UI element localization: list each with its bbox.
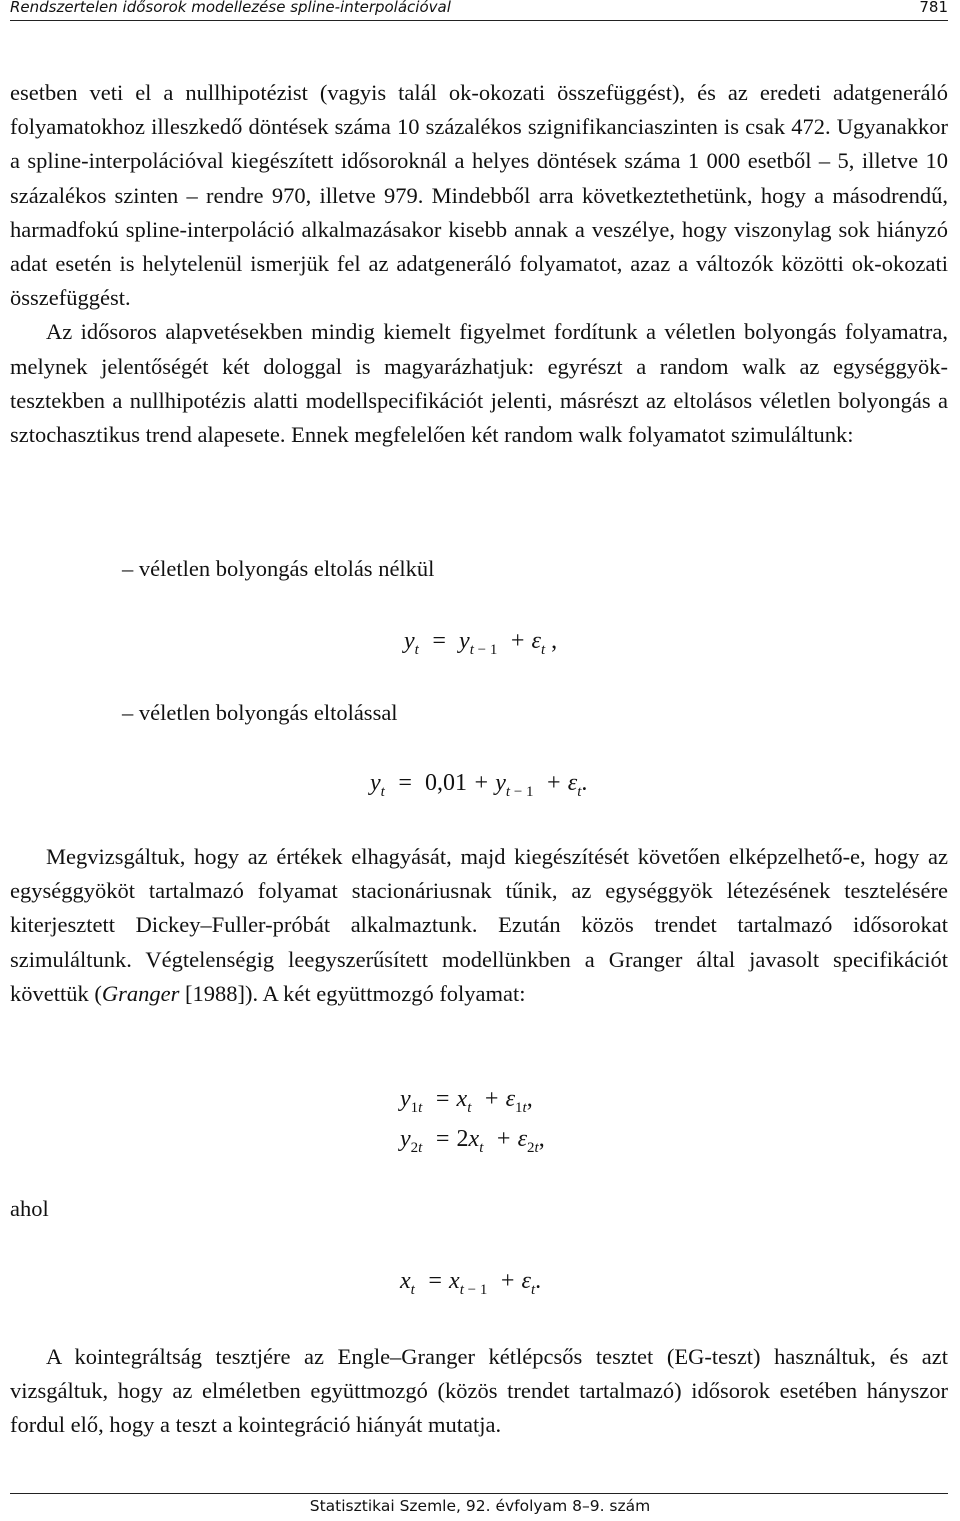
ahol-label: ahol (10, 1196, 49, 1221)
paragraph-3-text-b: [1988]). A két együttmozgó folyamat: (179, 980, 526, 1006)
paragraph-4: A kointegráltság tesztjére az Engle–Granger kétlépcsős tesztet (EG-teszt) használtuk, és azt vizsgáltuk, hogy az elméletben együttmozgó (közös trendet tartalmazó) idősorok esetében hányszor fordul elő, hogy a teszt a kointegráció hiányát mutatja. (10, 1344, 948, 1438)
equation-y2: $y_{2t} = 2x_t + \varepsilon_{2t}$, (400, 1126, 545, 1156)
list-item-random-walk: – véletlen bolyongás eltolás nélkül (122, 556, 435, 581)
paragraph-2 (10, 315, 948, 452)
equation-random-walk: $y_t = y_{t - 1} + \varepsilon_t$ , (404, 628, 558, 658)
citation-author: Granger (101, 980, 180, 1006)
eq2-punct: . (581, 770, 588, 796)
page-number: 781 (919, 0, 948, 16)
paragraph-3 (10, 840, 948, 1011)
paragraph-2-text: Az idősoros alapvetésekben mindig kiemelt figyelmet fordítunk a véletlen bolyongás folyamatra, melynek jelentőségét két dologgal is magyarázhatjuk: egyrészt a random walk az egységgyök-tesztekben a nullhipotézis alatti modellspecifikációt jelenti, másrészt az eltolásos véletlen bolyongás a sztochasztikus trend alapesete. Ennek megfelelően két random walk folyamatot szimuláltunk: (10, 319, 948, 448)
eq4-punct: , (538, 1126, 545, 1152)
eq2-constant: 0,01 (425, 770, 468, 796)
eq5-punct: . (535, 1268, 542, 1294)
eq1-punct: , (551, 628, 558, 654)
footer-rule (10, 1493, 948, 1494)
running-title: Rendszertelen idősorok modellezése spline-interpolációval (10, 0, 451, 16)
running-header (10, 0, 948, 21)
equation-random-walk-drift: $y_t = 0,01 + y_{t - 1} + \varepsilon_t$. (370, 770, 588, 800)
eq4-coefficient: 2 (456, 1126, 469, 1152)
running-footer (0, 1493, 960, 1521)
list-item-random-walk-drift: – véletlen bolyongás eltolással (122, 700, 398, 725)
eq3-punct: , (526, 1086, 533, 1112)
footer-text: Statisztikai Szemle, 92. évfolyam 8–9. szám (309, 1497, 651, 1515)
paragraph-3-text-a: Megvizsgáltuk, hogy az értékek elhagyását, majd kiegészítését követően elképzelhető-e, hogy az egységgyököt tartalmazó folyamat stacionáriusnak tűnik, az egységgyök létezésének tesztelésére kiterjesztett Dickey–Fuller-próbát alkalmaztunk. Ezután közös trendet tartalmazó idősorokat szimuláltunk. Végtelenségig leegyszerűsített modellünkben a Granger által javasolt specifikációt követtük ( (10, 844, 948, 1006)
equation-x: $x_t = x_{t - 1} + \varepsilon_t$. (400, 1268, 542, 1298)
main-text (10, 76, 948, 452)
equation-y1: $y_{1t} = x_t + \varepsilon_{1t}$, (400, 1086, 533, 1116)
paragraph-1: esetben veti el a nullhipotézist (vagyis talál ok-okozati összefüggést), és az eredeti adatgeneráló folyamatokhoz illeszkedő döntések száma 10 százalékos szignifikanciaszinten is csak 472. Ugyanakkor a spline-interpolációval kiegészített idősoroknál a helyes döntések száma 1 000 esetből – 5, illetve 10 százalékos szinten – rendre 970, illetve 979. Mindebből arra következtethetünk, hogy a másodrendű, harmadfokú spline-interpoláció alkalmazásakor kisebb annak a veszélye, hogy viszonylag sok hiányzó adat esetén is helytelenül ismerjük fel az adatgeneráló folyamatot, azaz a változók közötti ok-okozati összefüggést. (10, 80, 948, 311)
